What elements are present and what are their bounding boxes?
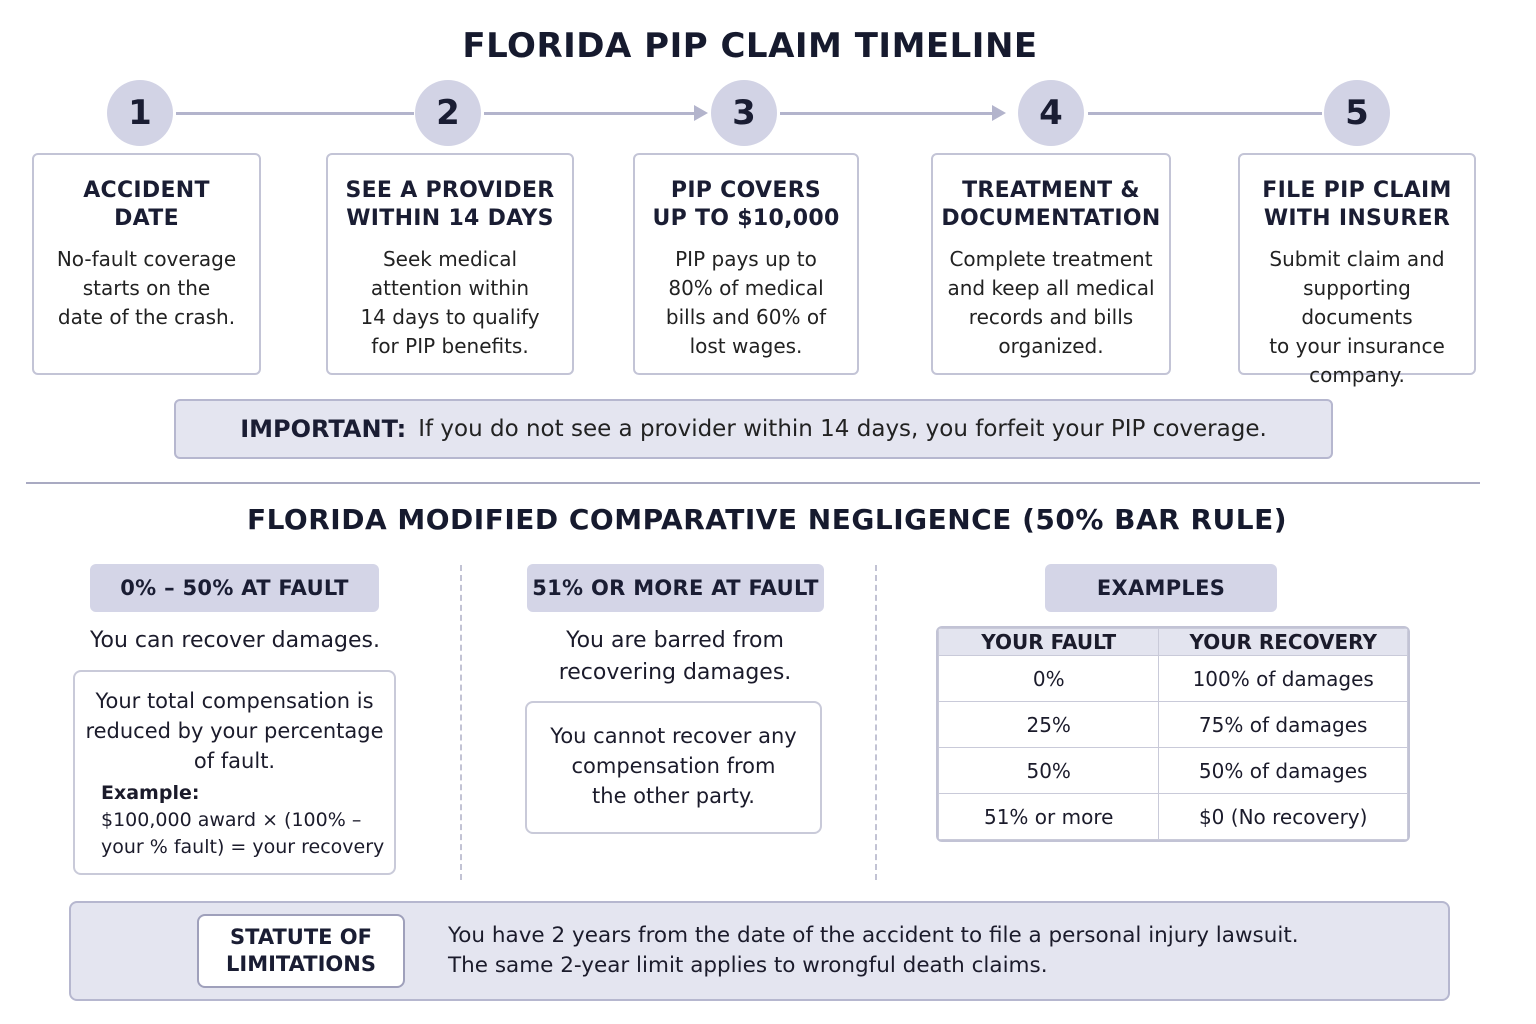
- important-text: If you do not see a provider within 14 days, you forfeit your PIP coverage.: [418, 416, 1267, 442]
- step-number-1: 1: [107, 80, 173, 146]
- cannot-recover-text: You cannot recover any: [550, 724, 797, 748]
- table-row: [939, 794, 1408, 840]
- step-text: organized.: [998, 334, 1104, 358]
- statute-text: [448, 921, 1438, 981]
- recovery-cell: $0 (No recovery): [1159, 794, 1408, 840]
- step-text: No-fault coverage: [56, 247, 237, 271]
- step-title: FILE PIP CLAIM: [1262, 178, 1452, 203]
- recovery-cell: 100% of damages: [1159, 656, 1408, 702]
- statute-line: The same 2-year limit applies to wrongful death claims.: [448, 953, 1048, 978]
- table-row: [939, 656, 1408, 702]
- examples-pill: EXAMPLES: [1045, 564, 1277, 612]
- step-text: company.: [1309, 363, 1405, 387]
- step-card-1: [32, 153, 261, 375]
- important-label: IMPORTANT:: [240, 415, 407, 443]
- step-text: date of the crash.: [57, 305, 236, 329]
- step-number-4: 4: [1018, 80, 1084, 146]
- step-title: ACCIDENT: [83, 178, 210, 203]
- pip-timeline-title: FLORIDA PIP CLAIM TIMELINE: [462, 26, 1038, 66]
- step-title: UP TO $10,000: [652, 206, 840, 231]
- step-text: PIP pays up to: [675, 247, 817, 271]
- fault-0-50-pill: 0% – 50% AT FAULT: [90, 564, 379, 612]
- compensation-box: [73, 670, 396, 875]
- step-number-3: 3: [711, 80, 777, 146]
- statute-label-box: [197, 914, 405, 988]
- statute-line: You have 2 years from the date of the accident to file a personal injury lawsuit.: [448, 923, 1299, 948]
- cannot-recover-box: [525, 701, 822, 834]
- connector-2-3: [484, 112, 694, 115]
- step-text: 80% of medical: [668, 276, 824, 300]
- statute-label: LIMITATIONS: [226, 952, 376, 976]
- step-card-2: [326, 153, 574, 375]
- table-row: [939, 702, 1408, 748]
- statute-label: STATUTE OF: [230, 925, 372, 949]
- barred-line: You are barred from: [566, 628, 784, 653]
- step-text: and keep all medical: [947, 276, 1155, 300]
- column-divider-2: [875, 565, 877, 880]
- step-title: SEE A PROVIDER: [345, 178, 555, 203]
- examples-table: [936, 626, 1410, 842]
- step-number-5: 5: [1324, 80, 1390, 146]
- step-text: 14 days to qualify: [360, 305, 540, 329]
- connector-4-5: [1088, 112, 1322, 115]
- step-text: to your insurance: [1269, 334, 1445, 358]
- barred-line: recovering damages.: [558, 660, 792, 685]
- step-title: WITHIN 14 DAYS: [346, 206, 554, 231]
- table-header-recovery: YOUR RECOVERY: [1159, 629, 1408, 656]
- compensation-text: reduced by your percentage: [85, 719, 384, 743]
- example-formula: $100,000 award × (100% –: [101, 809, 362, 831]
- cannot-recover-text: compensation from: [571, 754, 776, 778]
- fault-cell: 0%: [939, 656, 1159, 702]
- connector-3-4: [780, 112, 992, 115]
- example-label: Example:: [101, 782, 200, 804]
- important-banner: [174, 399, 1333, 459]
- compensation-text: Your total compensation is: [95, 689, 374, 713]
- table-row: [939, 748, 1408, 794]
- column-divider-1: [460, 565, 462, 880]
- negligence-title: FLORIDA MODIFIED COMPARATIVE NEGLIGENCE (50% BAR RULE): [246, 503, 1288, 536]
- step-card-5: [1238, 153, 1476, 387]
- can-recover-headline: You can recover damages.: [90, 628, 380, 653]
- step-text: bills and 60% of: [665, 305, 827, 329]
- barred-headline: [500, 625, 850, 689]
- step-title: DATE: [114, 206, 179, 231]
- step-card-4: [931, 153, 1171, 375]
- fault-cell: 51% or more: [939, 794, 1159, 840]
- step-text: records and bills: [968, 305, 1134, 329]
- recovery-cell: 50% of damages: [1159, 748, 1408, 794]
- step-text: Seek medical: [382, 247, 518, 271]
- step-text: for PIP benefits.: [371, 334, 529, 358]
- step-text: Submit claim and: [1269, 247, 1445, 271]
- table-header-fault: YOUR FAULT: [939, 629, 1159, 656]
- step-card-3: [633, 153, 859, 375]
- statute-banner: [69, 901, 1450, 1001]
- cannot-recover-text: the other party.: [592, 784, 755, 808]
- example-formula: your % fault) = your recovery: [101, 836, 385, 858]
- step-text: starts on the: [82, 276, 211, 300]
- recovery-cell: 75% of damages: [1159, 702, 1408, 748]
- fault-cell: 50%: [939, 748, 1159, 794]
- step-text: attention within: [370, 276, 530, 300]
- arrowhead-4: [992, 105, 1006, 121]
- step-number-2: 2: [415, 80, 481, 146]
- step-title: PIP COVERS: [670, 178, 822, 203]
- step-text: supporting documents: [1301, 276, 1413, 329]
- fault-51-pill: 51% OR MORE AT FAULT: [527, 564, 824, 612]
- connector-1-2: [176, 112, 414, 115]
- step-text: Complete treatment: [949, 247, 1153, 271]
- step-title: TREATMENT &: [962, 178, 1140, 203]
- compensation-text: of fault.: [193, 749, 276, 773]
- fault-cell: 25%: [939, 702, 1159, 748]
- step-title: WITH INSURER: [1263, 206, 1451, 231]
- step-title: DOCUMENTATION: [941, 206, 1161, 231]
- section-divider: [26, 482, 1480, 484]
- arrowhead-3: [694, 105, 708, 121]
- step-text: lost wages.: [689, 334, 803, 358]
